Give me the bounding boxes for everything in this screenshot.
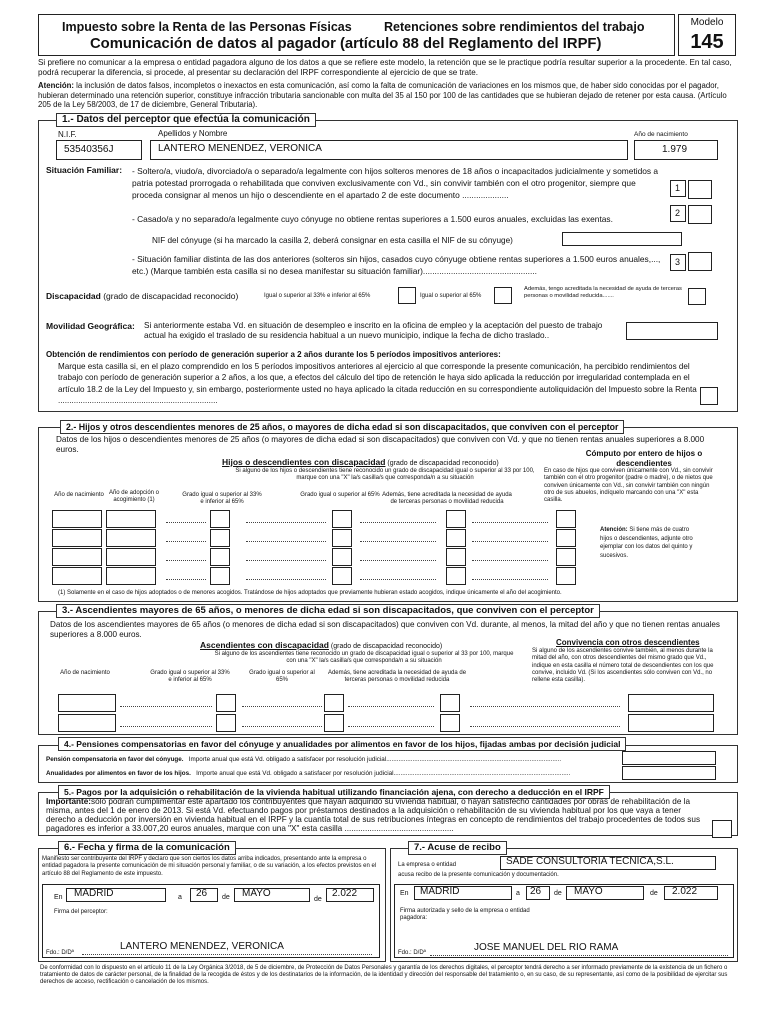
s6-day-value: 26: [196, 888, 208, 899]
child-adoption-year-field[interactable]: [106, 548, 156, 566]
attention-label: Atención:: [38, 81, 74, 90]
section-6-text: Manifiesto ser contribuyente del IRPF y declaro que son ciertos los datos arriba indicados, presentando ante la empresa o entidad pagadora la presente comunicación de mi situación personal y familiar, o de su variación, a los efectos previstos en el artículo 88 del Reglamento de este impuesto.: [42, 856, 377, 877]
s7-month-value: MAYO: [574, 886, 603, 897]
s6-de2-label: de: [314, 896, 322, 903]
section-2-intro: Datos de los hijos o descendientes menores de 25 años (o mayores de dicha edad si son discapacitados) que conviven con Vd. y que no tienen rentas anuales superiores a 8.000 euros.: [56, 435, 705, 454]
s7-company-value: SADE CONSULTORIA TECNICA,S.L.: [506, 856, 674, 867]
child-help-checkbox[interactable]: [446, 510, 466, 528]
family-box-2-label: 2: [675, 208, 681, 218]
s7-a-label: a: [516, 890, 520, 897]
child-full-count-checkbox[interactable]: [556, 529, 576, 547]
child-disability-65-checkbox[interactable]: [332, 510, 352, 528]
disability-option-2-label: Igual o superior al 65%: [420, 293, 482, 299]
child-adoption-year-field[interactable]: [106, 510, 156, 528]
income-checkbox[interactable]: [700, 387, 718, 405]
family-option-2-text: - Casado/a y no separado/a legalmente cuyo cónyuge no obtiene rentas superiores a 1.500 euros anuales, excluidas las exentas.: [132, 214, 613, 224]
children-col-65: Grado igual o superior al 65%: [300, 492, 380, 498]
footer-text: De conformidad con lo dispuesto en el artículo 11 de la Ley Orgánica 3/2018, de 5 de diciembre, de Protección de Datos Personales y garantía de los derechos digitales, el perceptor tendrá derecho a ser informado previamente de la existencia de un fichero o tratamiento de datos de carácter personal, de la finalidad de la recogida de éstos y de los destinatarios de la información, de la identidad y dirección del responsable del tratamiento o, en su caso, de su representante, así como de la posibilidad de ejercitar sus derechos de acceso, rectificación o cancelación de los mismos.: [40, 965, 728, 986]
child-disability-33-checkbox[interactable]: [210, 548, 230, 566]
section-5-body: [46, 797, 710, 833]
s6-signer-line: [82, 954, 372, 955]
child-disability-65-checkbox[interactable]: [332, 567, 352, 585]
ascendant-dots-1: [120, 706, 212, 707]
child-full-count-checkbox[interactable]: [556, 548, 576, 566]
ascendants-dis-head: [200, 641, 442, 651]
section-5-title: 5.- Pagos por la adquisición o rehabilitación de la vivienda habitual utilizando financiación ajena, con derecho a deducción en el IRPF: [58, 785, 610, 799]
ascendants-dis-head-title: Ascendientes con discapacidad: [200, 640, 329, 650]
s6-city-value: MADRID: [74, 888, 114, 899]
model-number: 145: [690, 31, 724, 53]
name-value: LANTERO MENENDEZ, VERONICA: [158, 143, 322, 154]
children-dis-head: [222, 458, 499, 468]
disability-checkbox-2[interactable]: [494, 287, 512, 304]
s7-ack-text: acusa recibo de la presente comunicación y documentación.: [398, 872, 559, 878]
birth-year-label: Año de nacimiento: [634, 131, 688, 138]
family-box-1-label: 1: [675, 183, 681, 193]
pension-text: Importe anual que está Vd. obligado a satisfacer por resolución judicial....................................................................................................: [188, 756, 562, 763]
child-dots-3: [360, 579, 436, 580]
housing-checkbox[interactable]: [712, 820, 732, 838]
disability-option-1-label: Igual o superior al 33% e inferior al 65%: [264, 293, 371, 299]
s7-sign-label: Firma autorizada y sello de la empresa o entidad pagadora:: [400, 908, 530, 922]
section-6-title: 6.- Fecha y firma de la comunicación: [58, 841, 236, 855]
s6-en-label: En: [54, 894, 63, 901]
attention-text: la inclusión de datos falsos, incompletos o inexactos en esta comunicación, así como la falta de comunicación de variaciones en los mismos que, de haber sido conocidas por el pagador, hubieran determinado una retención superior, constituye infracción tributaria sancionable con multa del 35 al 150 por 100 de las cantidades que se hubieran dejado de retener por esta causa. (Artículo 205 de la Ley 58/2003, de 17 de diciembre, General Tributaria).: [38, 81, 727, 109]
section-4-title: 4.- Pensiones compensatorias en favor del cónyuge y anualidades por alimentos en favor de los hijos, fijadas ambas por decisión judicial: [58, 737, 626, 751]
children-col-birth: Año de nacimiento: [54, 492, 104, 498]
child-disability-33-checkbox[interactable]: [210, 567, 230, 585]
section-3-intro: Datos de los ascendientes mayores de 65 años (o menores de dicha edad si son discapacitados) que conviven con Vd. durante, al menos, la mitad del año y que no tienen rentas anuales superiores a 8.000 euros.: [50, 620, 720, 639]
children-comp-note: En caso de hijos que conviven únicamente con Vd., sin convivir también con el otro progenitor (padre o madre), o de nietos que conviven únicamente con Vd., sin convivir también con ningún otro de sus abuelos, indíquelo marcando con una "X" esta casilla.: [544, 468, 713, 504]
ascendant-dots-4: [470, 726, 620, 727]
annuity-row: [46, 770, 570, 777]
family-option-1-text: - Soltero/a, viudo/a, divorciado/a o separado/a legalmente con hijos solteros menores de 18 años o incapacitados judicialmente y sometidos a patria potestad prorrogada o rehabilitada que conviven exclusivamente con Vd., sin convivir también con el otro progenitor, siempre que proceda consignar al menos un hijo o descendiente en el apartado 2 de este documento ....................: [132, 166, 659, 200]
withholding-title: Retenciones sobre rendimientos del trabajo: [384, 20, 645, 34]
child-help-checkbox[interactable]: [446, 529, 466, 547]
s6-a-label: a: [178, 894, 182, 901]
child-dots-3: [360, 541, 436, 542]
pension-label: Pensión compensatoria en favor del cónyuge.: [46, 756, 184, 763]
s6-signer-name: LANTERO MENENDEZ, VERONICA: [120, 941, 284, 952]
child-dots-3: [360, 522, 436, 523]
s6-month-value: MAYO: [242, 888, 271, 899]
mobility-date-field[interactable]: [626, 322, 718, 340]
child-adoption-year-field[interactable]: [106, 529, 156, 547]
income-text: Marque esta casilla si, en el plazo comprendido en los 5 períodos impositivos anteriores al ejercicio al que corresponde la presente comunicación, ha percibido rendimientos del trabajo con período de generación superior a 2 años, a los que, a efectos del cálculo del tipo de retención le haya sido aplicada la reducción por irregularidad contemplada en el artículo 18.2 de la Ley del Impuesto y, sin embargo, posteriormente usted no haya aplicado la citada reducción en su correspondiente autoliquidación del Impuesto sobre la Renta .......................................................................: [58, 362, 697, 405]
annuity-text: Importe anual que está Vd. obligado a satisfacer por resolución judicial.....................................................................................................: [196, 770, 571, 777]
child-full-count-checkbox[interactable]: [556, 510, 576, 528]
s7-fdo-label: Fdo.: D/Dª: [398, 950, 426, 956]
ascendants-col-birth: Año de nacimiento: [60, 670, 110, 676]
s7-signer-line: [430, 955, 728, 956]
child-dots-2: [246, 541, 326, 542]
child-dots-2: [246, 522, 326, 523]
child-disability-65-checkbox[interactable]: [332, 529, 352, 547]
s7-en-label: En: [400, 890, 409, 897]
ascendants-col-help: Además, tiene acreditada la necesidad de ayuda de terceras personas o movilidad reducida: [327, 670, 467, 684]
attention-block: [38, 81, 738, 110]
child-birth-year-field[interactable]: [52, 548, 102, 566]
s7-signer-name: JOSE MANUEL DEL RIO RAMA: [474, 942, 619, 953]
section-1-title: 1.- Datos del perceptor que efectúa la comunicación: [56, 113, 316, 127]
child-full-count-checkbox[interactable]: [556, 567, 576, 585]
s6-year-value: 2.022: [332, 888, 358, 899]
child-dots-1: [166, 541, 206, 542]
child-help-checkbox[interactable]: [446, 567, 466, 585]
ascendant-dots-2: [242, 706, 322, 707]
ascendants-col-65: Grado igual o superior al 65%: [249, 670, 315, 684]
children-col-help: Además, tiene acreditada la necesidad de ayuda de terceras personas o movilidad reducida: [382, 492, 512, 506]
disability-option-3-label: Además, tengo acreditada la necesidad de ayuda de terceras personas o movilidad reducida.......: [524, 286, 682, 300]
pension-row: [46, 756, 561, 763]
ascendant-disability-33-checkbox[interactable]: [216, 714, 236, 732]
children-attention-label: Atención:: [600, 527, 628, 533]
ascendant-dots-2: [242, 726, 322, 727]
intro-text: Si prefiere no comunicar a la empresa o entidad pagadora alguno de los datos a que se refiere este modelo, la retención que se le practique podría resultar superior a la procedente. En tal caso, podrá recuperar la diferencia, si procede, al presentar su declaración del IRPF correspondiente al ejercicio de que se trate.: [38, 58, 732, 77]
s7-day-value: 26: [530, 886, 542, 897]
spouse-nif-label: NIF del cónyuge (si ha marcado la casilla 2, deberá consignar en esta casilla el NIF de su cónyuge): [152, 236, 513, 245]
child-dots-3: [360, 560, 436, 561]
s7-company-label: La empresa o entidad: [398, 862, 457, 868]
family-situation-label: Situación Familiar:: [46, 165, 123, 175]
s7-de2-label: de: [650, 890, 658, 897]
s7-de1-label: de: [554, 890, 562, 897]
model-label: Modelo: [690, 17, 724, 28]
child-dots-1: [166, 579, 206, 580]
child-dots-1: [166, 522, 206, 523]
s6-sign-label: Firma del perceptor:: [54, 909, 108, 915]
annuity-amount-field[interactable]: [622, 766, 716, 780]
child-disability-65-checkbox[interactable]: [332, 548, 352, 566]
child-adoption-year-field[interactable]: [106, 567, 156, 585]
child-help-checkbox[interactable]: [446, 548, 466, 566]
section-7-title: 7.- Acuse de recibo: [408, 841, 507, 855]
ascendant-dots-3: [348, 726, 434, 727]
ascendants-conv-head: Convivencia con otros descendientes: [556, 638, 700, 647]
section-2-title: 2.- Hijos y otros descendientes menores de 25 años, o mayores de dicha edad si son discapacitados, que conviven con el perceptor: [60, 420, 624, 434]
s7-city-value: MADRID: [420, 886, 460, 897]
ascendant-cohabitation-field[interactable]: [628, 694, 714, 712]
ascendants-dis-head-sub: (grado de discapacidad reconocido): [328, 643, 443, 650]
name-label: Apellidos y Nombre: [158, 129, 228, 138]
family-checkbox-1[interactable]: [688, 180, 712, 199]
section-3-title: 3.- Ascendientes mayores de 65 años, o menores de dicha edad si son discapacitados, que conviven con el perceptor: [56, 604, 600, 618]
ascendants-col-33: Grado igual o superior al 33% e inferior al 65%: [150, 670, 230, 684]
ascendant-dots-1: [120, 726, 212, 727]
section-5-important-label: Importante:: [46, 797, 92, 806]
income-title: Obtención de rendimientos con período de generación superior a 2 años durante los 5 períodos impositivos anteriores:: [46, 350, 501, 359]
pension-amount-field[interactable]: [622, 751, 716, 765]
children-dis-head-title: Hijos o descendientes con discapacidad: [222, 457, 386, 467]
nif-value: 53540356J: [64, 144, 114, 155]
birth-year-value: 1.979: [662, 144, 688, 155]
nif-label: N.I.F.: [58, 130, 77, 139]
ascendant-disability-65-checkbox[interactable]: [324, 714, 344, 732]
child-birth-year-field[interactable]: [52, 567, 102, 585]
disability-sub: (grado de discapacidad reconocido): [103, 291, 239, 301]
children-dis-note: Si alguno de los hijos o descendientes tiene reconocido un grado de discapacidad igual o superior al 33 por 100, marque con una "X" la/s casilla/s que corresponda/n a su situación: [235, 468, 535, 482]
child-dots-2: [246, 560, 326, 561]
s6-fdo-label: Fdo.: D/Dª: [46, 950, 74, 956]
s6-de1-label: de: [222, 894, 230, 901]
ascendant-disability-33-checkbox[interactable]: [216, 694, 236, 712]
child-dots-2: [246, 579, 326, 580]
child-dots-1: [166, 560, 206, 561]
ascendant-birth-year-field[interactable]: [58, 694, 116, 712]
mobility-label: Movilidad Geográfica:: [46, 321, 135, 331]
disability-checkbox-1[interactable]: [398, 287, 416, 304]
page-title: Comunicación de datos al pagador (artículo 88 del Reglamento del IRPF): [90, 36, 602, 52]
children-dis-head-sub: (grado de discapacidad reconocido): [385, 460, 499, 467]
children-attention-text: Si tiene más de cuatro hijos o descendientes, adjunte otro ejemplar con los datos del quinto y sucesivos.: [600, 527, 693, 560]
child-dots-4: [472, 522, 548, 523]
family-checkbox-2[interactable]: [688, 205, 712, 224]
disability-label-group: [46, 292, 238, 302]
children-attention: [600, 526, 696, 561]
ascendant-dots-3: [348, 706, 434, 707]
child-dots-4: [472, 541, 548, 542]
child-birth-year-field[interactable]: [52, 510, 102, 528]
ascendant-help-checkbox[interactable]: [440, 714, 460, 732]
disability-label: Discapacidad: [46, 291, 101, 301]
disability-checkbox-3[interactable]: [688, 288, 706, 305]
child-disability-33-checkbox[interactable]: [210, 510, 230, 528]
child-dots-4: [472, 579, 548, 580]
annuity-label: Anualidades por alimentos en favor de los hijos.: [46, 770, 191, 777]
mobility-text: Si anteriormente estaba Vd. en situación de desempleo e inscrito en la oficina de empleo y la aceptación del puesto de trabajo actual ha exigido el traslado de su residencia habitual a un nuevo municipio, indique la fecha de dicho traslado..: [144, 321, 603, 340]
family-checkbox-3[interactable]: [688, 252, 712, 271]
s7-year-value: 2.022: [672, 886, 698, 897]
ascendant-disability-65-checkbox[interactable]: [324, 694, 344, 712]
ascendant-dots-4: [470, 706, 620, 707]
children-col-33: Grado igual o superior al 33% e inferior al 65%: [182, 492, 262, 506]
ascendants-dis-note: Si alguno de los ascendientes tiene reconocido un grado de discapacidad igual o superior al 33 por 100, marque con una "X" la/s casilla/s que corresponda/n a su situación: [214, 651, 514, 665]
children-comp-head: Cómputo por entero de hijos o descendientes: [585, 449, 703, 468]
children-footnote: (1) Solamente en el caso de hijos adoptados o de menores acogidos. Tratándose de hijos adoptados que previamente hubieran estado acogidos, indique únicamente el año del acogimiento.: [58, 590, 562, 596]
family-box-3-label: 3: [675, 257, 681, 267]
children-col-adopt: Año de adopción o acogimiento (1): [108, 490, 160, 504]
child-dots-4: [472, 560, 548, 561]
spouse-nif-field[interactable]: [562, 232, 682, 246]
ascendant-cohabitation-field[interactable]: [628, 714, 714, 732]
ascendant-help-checkbox[interactable]: [440, 694, 460, 712]
tax-title: Impuesto sobre la Renta de las Personas Físicas: [62, 20, 352, 34]
child-disability-33-checkbox[interactable]: [210, 529, 230, 547]
ascendant-birth-year-field[interactable]: [58, 714, 116, 732]
family-option-3-text: - Situación familiar distinta de las dos anteriores (solteros sin hijos, casados cuyo cónyuge obtiene rentas superiores a 1.500 euros anuales,..., etc.) (Marque también esta casilla si no desea manifestar su situación familiar).................................................: [132, 254, 661, 276]
child-birth-year-field[interactable]: [52, 529, 102, 547]
ascendants-conv-note: Si alguno de los ascendientes convive también, al menos durante la mitad del año, con otros descendientes del mismo grado que Vd., indique en esta casilla el número total de descendientes con los que convive, incluido Vd. (Si los ascendientes sólo conviven con Vd., no rellene esta casilla).: [532, 648, 714, 684]
section-5-text: sólo podrán cumplimentar este apartado los contribuyentes que hayan adquirido su vivienda habitual, o hayan satisfecho cantidades por obras de rehabilitación de la misma, antes del 1 de enero de 2013. Si está Vd. efectuando pagos por préstamos destinados a la adquisición o rehabilitación de su vivienda habitual por los que vaya a tener derecho a deducción por inversión en vivienda habitual en el IRPF y la cuantía total de sus retribuciones íntegras en concepto de rendimientos del trabajo procedentes de todos sus pagadores es inferior a 33.007,20 euros anuales, marque con una "X" esta casilla ................................................: [46, 797, 701, 834]
